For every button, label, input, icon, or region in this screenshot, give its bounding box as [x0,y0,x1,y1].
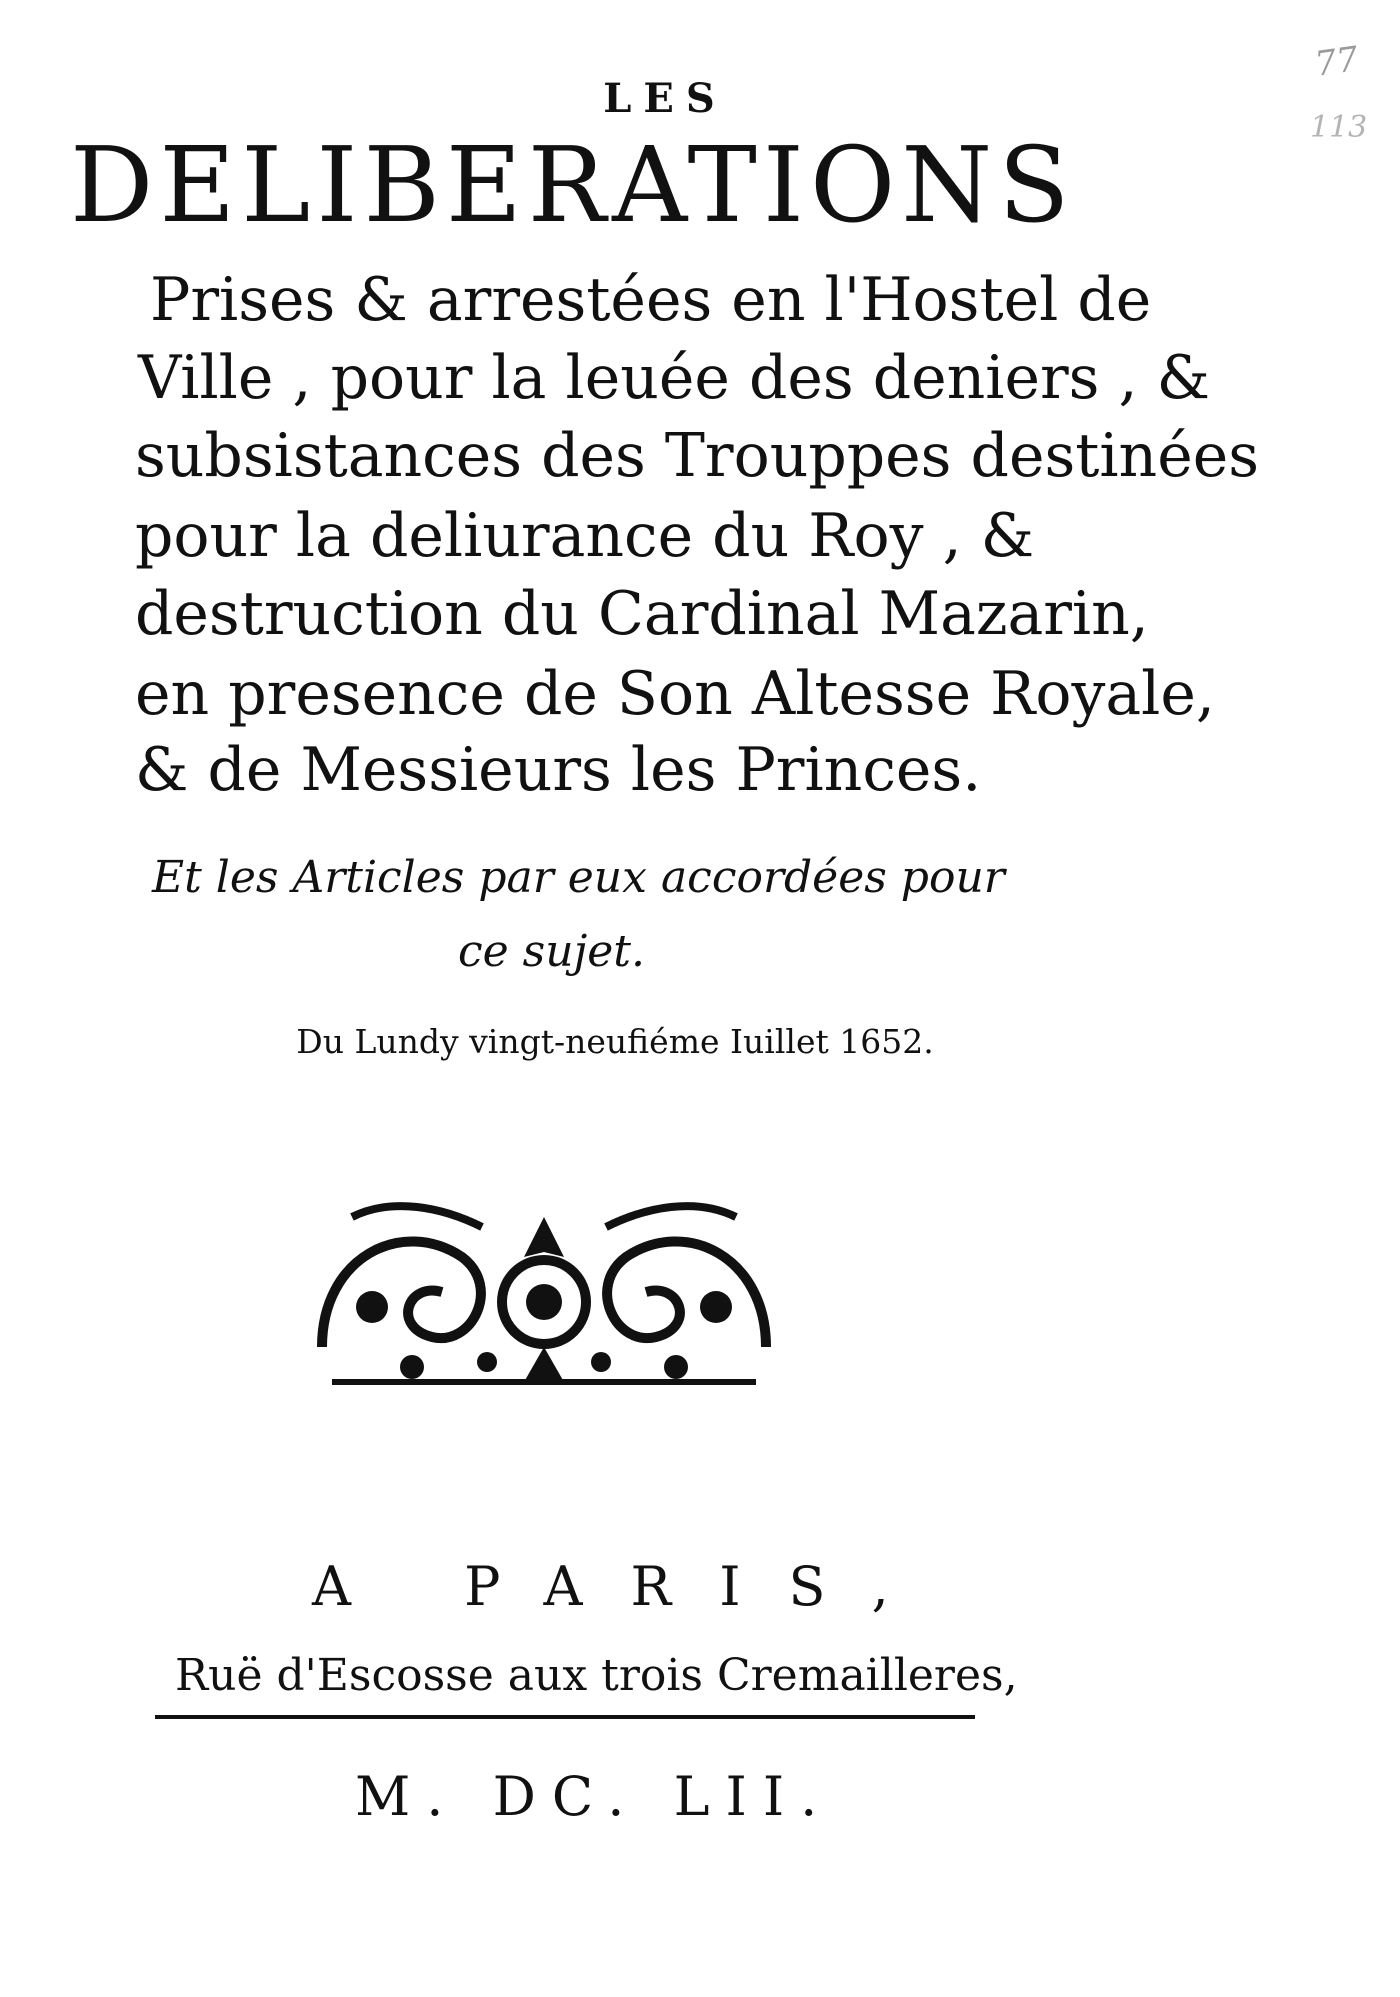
subtitle-line-2: ce sujet. [458,926,645,977]
title-line-1: Prises & arrestées en l'Hostel de [150,265,1152,335]
ornament-vignette [312,1197,776,1385]
title-line-7: & de Messieurs les Princes. [135,735,982,805]
subtitle-line-1: Et les Articles par eux accordées pour [152,852,1005,903]
place-line: A PARIS, [312,1555,937,1618]
margin-number: 113 [1310,110,1368,145]
title-line-2: Ville , pour la leuée des deniers , & [138,343,1211,413]
heading-small: LES [603,75,727,122]
address-line: Ruë d'Escosse aux trois Cremailleres, [175,1650,1018,1701]
title-line-4: pour la deliurance du Roy , & [135,501,1035,571]
title-line-6: en presence de Son Altesse Royale, [135,659,1215,729]
date-line: Du Lundy vingt-neufiéme Iuillet 1652. [296,1022,934,1061]
title-line-5: destruction du Cardinal Mazarin, [135,579,1149,649]
horizontal-rule [155,1715,975,1719]
margin-note: 77 [1312,39,1361,85]
title-line-3: subsistances des Trouppes destinées [135,421,1260,491]
year-line: M. DC. LII. [355,1765,834,1828]
heading-large: DELIBERATIONS [70,124,1076,246]
